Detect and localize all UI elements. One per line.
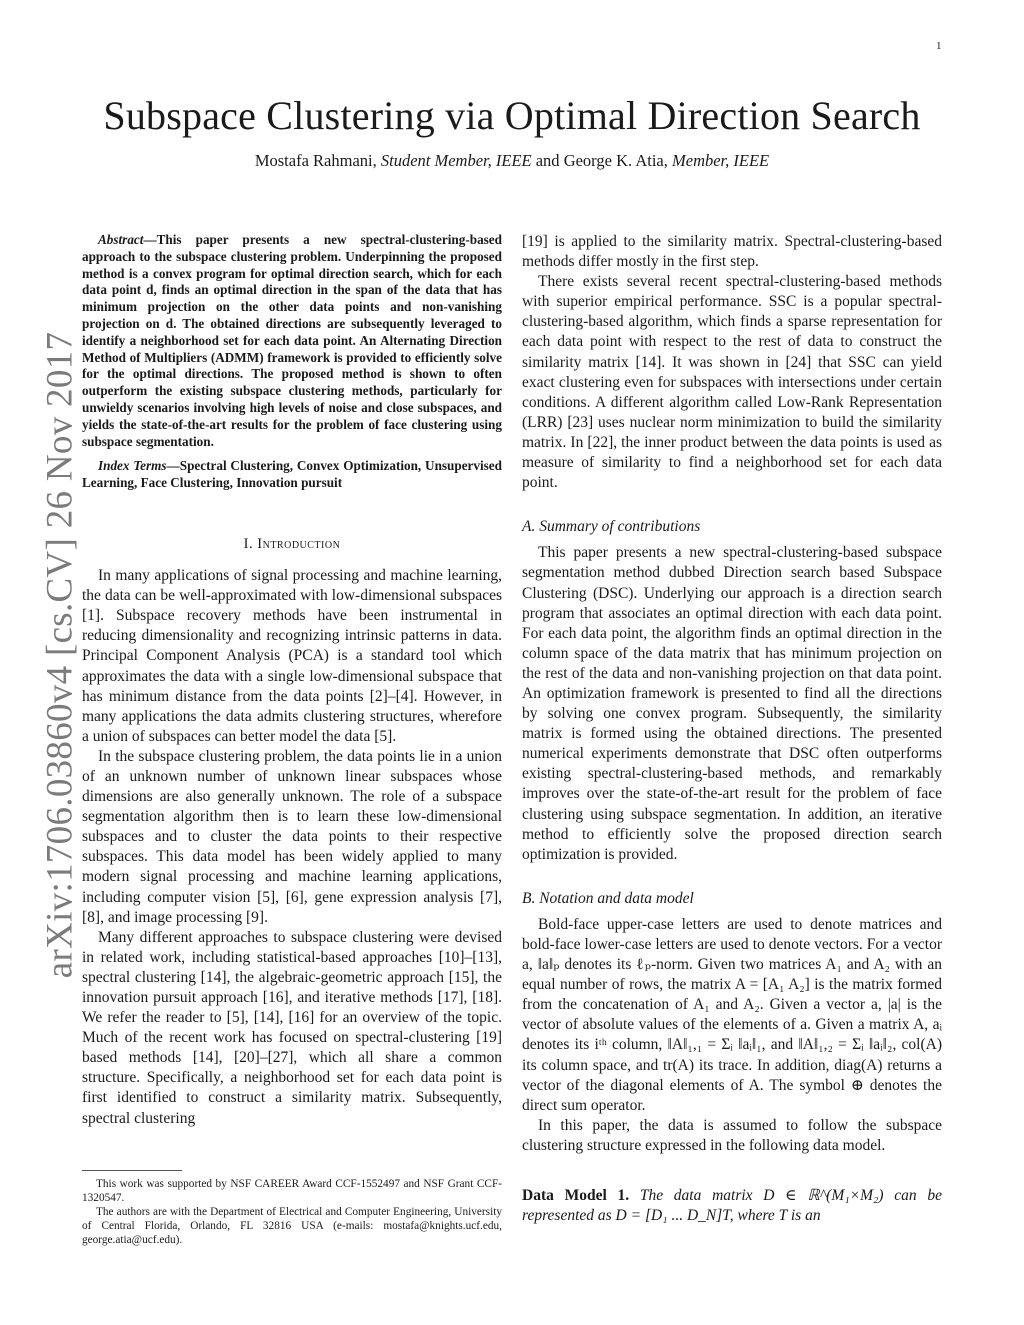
data-model-intro-paragraph: In this paper, the data is assumed to follow the subspace clustering structure expressed in the following data model. bbox=[522, 1116, 942, 1154]
data-model-label: Data Model 1. bbox=[522, 1187, 630, 1205]
right-paragraph-2: There exists several recent spectral-clustering-based methods with superior empirical performance. SSC is a popular spectral-clustering-based algorithm, which finds a sparse representation for each data point with respect to the rest of data to construct the similarity matrix [14]. It was shown in [24] that SSC can yield exact clustering even for subspaces with intersections under certain conditions. A different algorithm called Low-Rank Representation (LRR) [23] uses nuclear norm minimization to build the similarity matrix. In [22], the inner product between the data points is used as measure of similarity to find a neighborhood set for each data point. bbox=[522, 273, 942, 492]
notation-paragraph: Bold-face upper-case letters are used to denote matrices and bold-face lower-case letters are used to denote vectors. For a vector a, ‖a‖ₚ denotes its ℓₚ-norm. Given two matrices A₁ and A₂ with an equal number of rows, the matrix A = [A₁ A₂] is the matrix formed from the concatenation of A₁ and A₂. Given a vector a, |a| is the vector of absolute values of the elements of a. Given a matrix A, aᵢ denotes its iᵗʰ column, ‖A‖₁,₁ = Σᵢ ‖aᵢ‖₁, and ‖A‖₁,₂ = Σᵢ ‖aᵢ‖₂, col(A) its column space, and tr(A) its trace. In addition, diag(A) returns a vector of the diagonal elements of A. The symbol ⊕ denotes the direct sum operator. bbox=[522, 915, 942, 1114]
left-column bbox=[82, 232, 502, 1129]
index-terms bbox=[82, 458, 502, 492]
intro-paragraph-2: In the subspace clustering problem, the data points lie in a union of an unknown number of unknown linear subspaces whose dimensions are also generally unknown. The role of a subspace segmentation algorithm then is to learn these low-dimensional subspaces and to cluster the data points to their respective subspaces. This data model has been widely applied to many modern signal processing and machine learning applications, including computer vision [5], [6], gene expression analysis [7], [8], and image processing [9]. bbox=[82, 747, 502, 926]
abstract bbox=[82, 232, 502, 450]
footnote-funding: This work was supported by NSF CAREER Award CCF-1552497 and NSF Grant CCF-1320547. bbox=[82, 1178, 502, 1204]
author-connector: and bbox=[535, 151, 560, 170]
section-heading-introduction bbox=[82, 534, 502, 554]
right-column bbox=[522, 232, 942, 1226]
contributions-paragraph: This paper presents a new spectral-clustering-based subspace segmentation method dubbed Direction search based Subspace Clustering (DSC). Underlying our approach is a direction search program that associates an optimal direction with each data point. For each data point, the algorithm finds an optimal direction in the column space of the data matrix that has minimum projection on the rest of the data and non-vanishing projection on that data point. An optimization framework is presented to find all the directions by solving one convex program. Subsequently, the similarity matrix is formed using the obtained directions. The presented numerical experiments demonstrate that DSC often outperforms existing spectral-clustering-based methods, and remarkably improves over the state-of-the-art result for the problem of face clustering using subspace segmentation. In addition, an iterative method to efficiently solve the proposed direction search optimization is provided. bbox=[522, 544, 942, 863]
footnote-rule bbox=[82, 1170, 182, 1171]
footnotes bbox=[82, 1170, 502, 1247]
page-number: 1 bbox=[936, 40, 942, 52]
abstract-text: —This paper presents a new spectral-clustering-based approach to the subspace clustering problem. Underpinning the proposed method is a convex program for optimal direction search, which for each data point d, finds an optimal direction in the span of the data that has minimum projection on the other data points and non-vanishing projection on d. The obtained directions are subsequently leveraged to identify a neighborhood set for each data point. An Alternating Direction Method of Multipliers (ADMM) framework is provided to efficiently solve for the optimal directions. The proposed method is shown to often outperform the existing subspace clustering methods, particularly for unwieldy scenarios involving high levels of noise and close subspaces, and yields the state-of-the-art results for the problem of face clustering using subspace segmentation. bbox=[82, 232, 502, 449]
section-number: I. bbox=[243, 535, 254, 552]
paper-title: Subspace Clustering via Optimal Direction Search bbox=[103, 93, 921, 138]
footnote-affiliation: The authors are with the Department of Electrical and Computer Engineering, University of Central Florida, Orlando, FL 32816 USA (e-mails: mostafa@knights.ucf.edu, george.atia@ucf.edu). bbox=[82, 1206, 502, 1246]
subsection-heading-notation: B. Notation and data model bbox=[522, 889, 694, 907]
author-1-name: Mostafa Rahmani, bbox=[254, 151, 377, 170]
index-terms-label: Index Terms bbox=[98, 458, 167, 474]
abstract-label: Abstract bbox=[98, 232, 144, 247]
data-model-text: The data matrix D ∈ ℝ^(M₁×M₂) can be represented as D = [D₁ ... D_N]T, where T is an bbox=[522, 1187, 942, 1225]
right-paragraph-1: [19] is applied to the similarity matrix. Spectral-clustering-based methods differ mostly in the first step. bbox=[522, 233, 942, 271]
index-terms-text: —Spectral Clustering, Convex Optimization, Unsupervised Learning, Face Clustering, Innovation pursuit bbox=[82, 458, 502, 491]
intro-paragraph-3: Many different approaches to subspace clustering were devised in related work, including statistical-based approaches [10]–[13], spectral clustering [14], the algebraic-geometric approach [15], the innovation pursuit approach [16], and iterative methods [17], [18]. We refer the reader to [5], [14], [16] for an overview of the topic. Much of the recent work has focused on spectral-clustering [19] based methods [14], [20]–[27], which all share a common structure. Specifically, a neighborhood set for each data point is first identified to construct a similarity matrix. Subsequently, spectral clustering bbox=[82, 928, 502, 1127]
author-1-role: Student Member, IEEE bbox=[380, 151, 532, 170]
intro-paragraph-1: In many applications of signal processing and machine learning, the data can be well-approximated with low-dimensional subspaces [1]. Subspace recovery methods have been instrumental in reducing dimensionality and recognizing intrinsic patterns in data. Principal Component Analysis (PCA) is a standard tool which approximates the data with a single low-dimensional subspace that has minimum distance from the data points [2]–[4]. However, in many applications the data admits clustering structures, wherefore a union of subspaces can better model the data [5]. bbox=[82, 567, 502, 745]
author-2-name: George K. Atia, bbox=[563, 151, 668, 170]
arxiv-identifier: arXiv:1706.03860v4 [cs.CV] 26 Nov 2017 bbox=[39, 331, 81, 979]
section-title: Introduction bbox=[257, 535, 341, 552]
author-line bbox=[0, 151, 1024, 171]
author-2-role: Member, IEEE bbox=[672, 151, 770, 170]
subsection-heading-contributions: A. Summary of contributions bbox=[522, 518, 701, 536]
data-model-statement bbox=[522, 1186, 942, 1226]
